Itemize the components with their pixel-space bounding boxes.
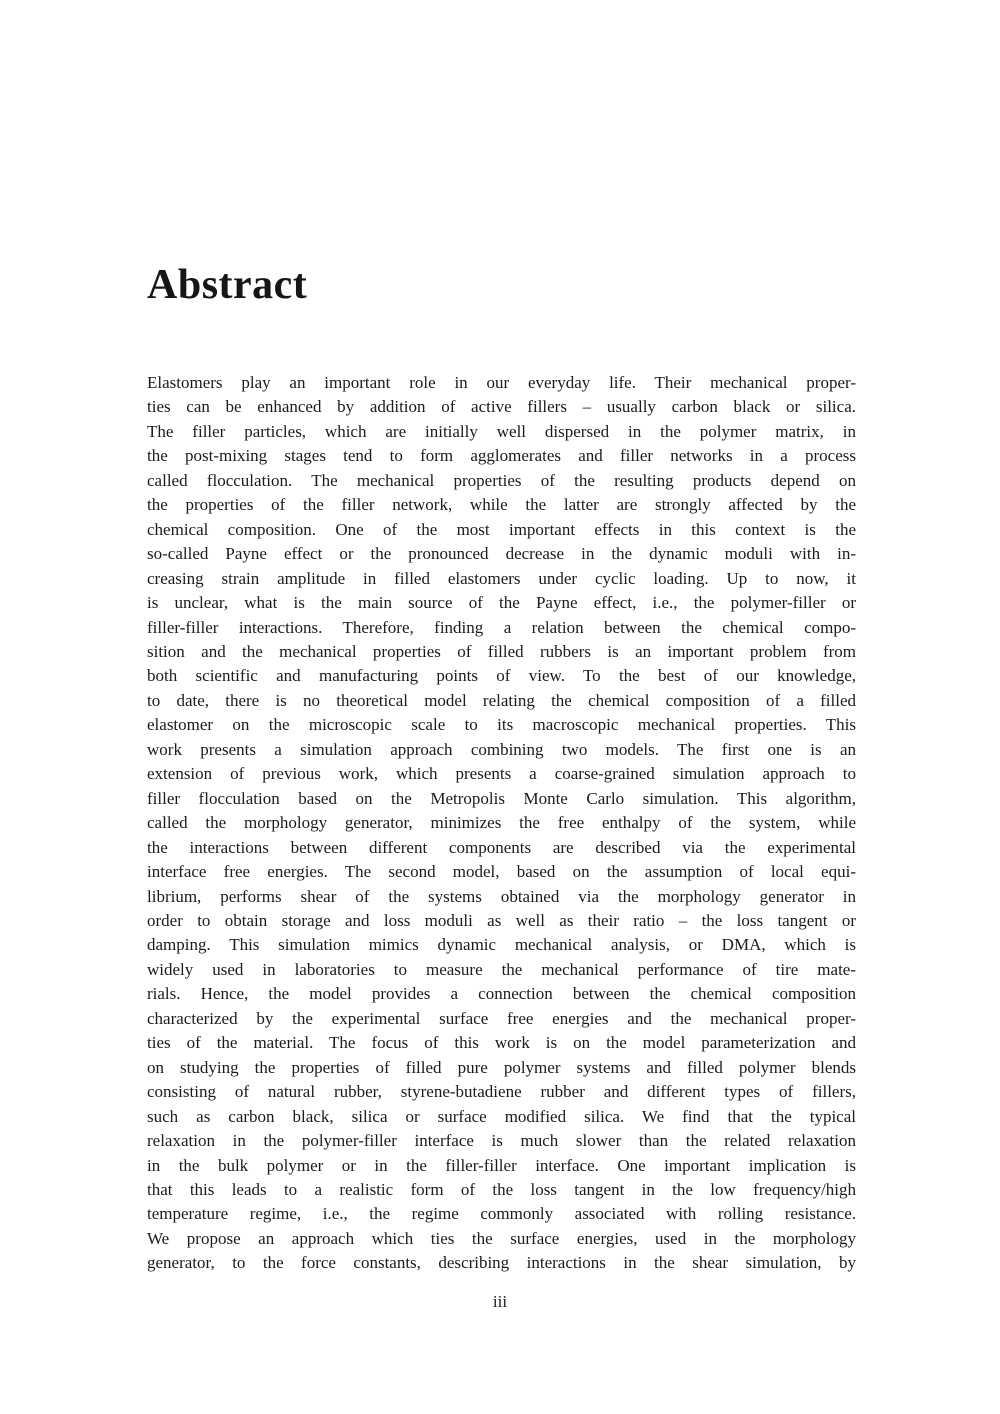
paragraph-line: filler flocculation based on the Metropolis Monte Carlo simulation. This algorithm, [147,788,856,808]
paragraph-line: so-called Payne effect or the pronounced decrease in the dynamic moduli with in- [147,544,856,564]
paragraph-line: chemical composition. One of the most important effects in this context is the [147,519,856,539]
paragraph-line: to date, there is no theoretical model relating the chemical composition of a filled [147,690,856,710]
chapter-title: Abstract [147,262,308,308]
paragraph-line: the properties of the filler network, while the latter are strongly affected by the [147,495,856,515]
paragraph-line: on studying the properties of filled pure polymer systems and filled polymer blends [147,1057,856,1077]
paragraph-line: widely used in laboratories to measure the mechanical performance of tire mate- [147,959,856,979]
paragraph-line: relaxation in the polymer-filler interface is much slower than the related relaxation [147,1131,856,1151]
paragraph-line: generator, to the force constants, describing interactions in the shear simulation, by [147,1253,856,1273]
paragraph-line: creasing strain amplitude in filled elastomers under cyclic loading. Up to now, it [147,568,856,588]
paragraph-line: We propose an approach which ties the surface energies, used in the morphology [147,1228,856,1248]
paragraph-line: librium, performs shear of the systems obtained via the morphology generator in [147,886,856,906]
paragraph-line: temperature regime, i.e., the regime commonly associated with rolling resistance. [147,1204,856,1224]
paragraph-line: both scientific and manufacturing points of view. To the best of our knowledge, [147,666,856,686]
page-number: iii [492,1292,508,1311]
paragraph-line: rials. Hence, the model provides a connection between the chemical composition [147,984,856,1004]
paragraph-line: work presents a simulation approach combining two models. The first one is an [147,739,856,759]
paragraph-line: ties of the material. The focus of this work is on the model parameterization and [147,1033,856,1053]
paragraph-line: elastomer on the microscopic scale to its macroscopic mechanical properties. This [147,715,856,735]
paragraph-line: order to obtain storage and loss moduli as well as their ratio – the loss tangent or [147,910,856,930]
abstract-paragraph [147,371,856,1276]
paragraph-line: extension of previous work, which presents a coarse-grained simulation approach to [147,764,856,784]
paragraph-line: Elastomers play an important role in our everyday life. Their mechanical proper- [147,373,856,392]
paragraph-line: called the morphology generator, minimizes the free enthalpy of the system, while [147,813,856,833]
paragraph-line: the post-mixing stages tend to form agglomerates and filler networks in a process [147,446,856,466]
paragraph-line: the interactions between different components are described via the experimental [147,837,856,857]
paragraph-line: The filler particles, which are initially well dispersed in the polymer matrix, in [147,421,856,441]
paragraph-line: is unclear, what is the main source of the Payne effect, i.e., the polymer-filler or [147,593,856,613]
paragraph-line: such as carbon black, silica or surface modified silica. We find that the typical [147,1106,856,1126]
paragraph-line: filler-filler interactions. Therefore, finding a relation between the chemical compo- [147,617,856,637]
paragraph-line: called flocculation. The mechanical properties of the resulting products depend on [147,470,856,490]
paragraph-line: sition and the mechanical properties of filled rubbers is an important problem from [147,641,856,661]
paragraph-line: in the bulk polymer or in the filler-filler interface. One important implication is [147,1155,856,1175]
paragraph-line: characterized by the experimental surface free energies and the mechanical proper- [147,1008,856,1028]
paragraph-line: consisting of natural rubber, styrene-butadiene rubber and different types of fillers, [147,1082,856,1102]
paragraph-line: interface free energies. The second model, based on the assumption of local equi- [147,862,856,882]
paragraph-line: that this leads to a realistic form of the loss tangent in the low frequency/high [147,1179,856,1199]
paragraph-line: damping. This simulation mimics dynamic mechanical analysis, or DMA, which is [147,935,856,955]
paragraph-line: ties can be enhanced by addition of active fillers – usually carbon black or silica. [147,397,856,417]
